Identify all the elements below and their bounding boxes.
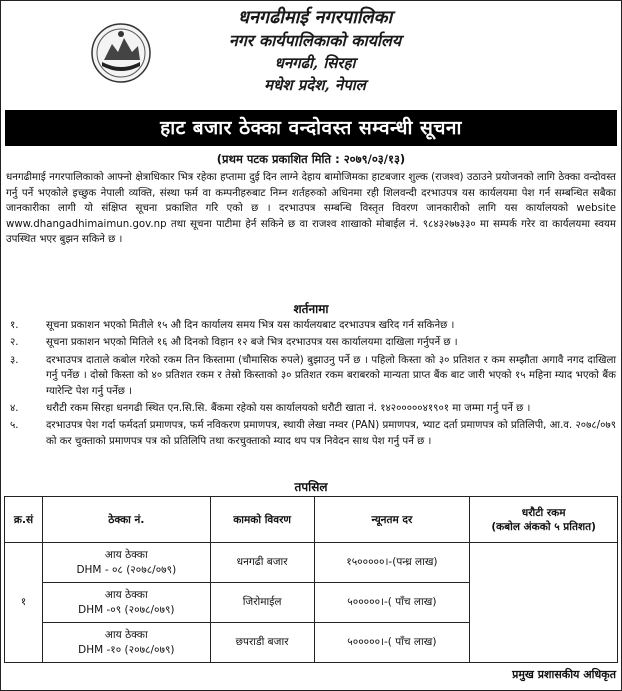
col-header-contract-no: ठेक्का नं.	[42, 497, 210, 543]
col-header-deposit	[470, 497, 618, 543]
office-name: नगर कार्यपालिकाको कार्यालय	[228, 31, 402, 50]
province-name: मधेश प्रदेश, नेपाल	[264, 76, 366, 94]
publication-date: (प्रथम पटक प्रकाशित मिति : २०७९/०३/१३)	[216, 152, 406, 166]
min-rate-cell: ५०००००।-( पाँच लाख)	[314, 623, 470, 663]
nepal-government-emblem-icon	[90, 22, 152, 84]
contract-type: आय ठेक्का	[104, 588, 148, 601]
min-rate-cell: ५०००००।-( पाँच लाख)	[314, 583, 470, 623]
sn-cell: १	[5, 543, 43, 663]
contract-number: DHM -०९ (२०७८/०७९)	[78, 603, 175, 616]
description-cell: धनगढी बजार	[210, 543, 314, 583]
terms-list	[6, 318, 616, 451]
term-number: ४.	[10, 403, 19, 415]
intro-paragraph: धनगढीमाई नगरपालिकाको आफ्नो क्षेत्राधिकार भित्र रहेका हप्तामा दुई दिन लाग्ने देहाय बामोजिमका हाटबजार शुल्क (राजश्व) उठाउने प्रयोजनको लागि ठेक्का वन्दोवस्त गर्नु पर्ने भएकोले इच्छुक नेपाली व्यक्ति, संस्था फर्म वा कम्पनीहरुबाट निम्न शर्तहरुको अधिनमा रही शिलवन्दी दरभाउपत्र यस कार्यलयमा पेश गर्न सम्बन्धित सबैका जानकारीका लागी यो संक्षिप्त सूचना प्रकाशित गरि एको छ । दरभाउपत्र सम्बन्धि विस्तृत विवरण जानकारीको लागि यस कार्यालयको website www.dhangadhimaimun.gov.np तथा सूचना पाटीमा हेर्न सकिने छ वा राजश्व शाखाको मोबाईल नं. ९८४३२७७३३० मा सम्पर्क गरेर वा कार्यलयमा स्वयम उपस्थित भएर बुझन सकिने छ ।	[6, 172, 616, 245]
description-cell: जिरोमाईल	[210, 583, 314, 623]
term-item	[6, 353, 616, 399]
description-cell: छपराडी बजार	[210, 623, 314, 663]
term-item	[6, 335, 616, 350]
table-row	[5, 543, 618, 583]
col-header-sn: क्र.सं	[5, 497, 43, 543]
notice-header	[0, 0, 622, 108]
deposit-label: धरौटी रकम	[521, 506, 566, 519]
term-number: २.	[10, 337, 19, 349]
col-header-min-rate: न्यूनतम दर	[314, 497, 470, 543]
terms-heading: शर्तनामा	[293, 302, 329, 316]
term-number: १.	[10, 320, 19, 331]
contract-type: आय ठेक्का	[104, 628, 148, 641]
header-text-block	[150, 6, 480, 96]
notice-title-banner: हाट बजार ठेक्का वन्दोवस्त सम्वन्धी सूचना	[5, 110, 617, 146]
min-rate-cell: १५०००००।-(पन्ध्र लाख)	[314, 543, 470, 583]
municipality-name: धनगढीमाई नगरपालिका	[237, 7, 393, 28]
term-text: सूचना प्रकाशन भएको मितीले १५ औ दिन कार्यालय समय भित्र यस कार्यलयबाट दरभाउपत्र खरिद गर्न सकिनेछ ।	[46, 320, 455, 331]
contract-cell	[42, 623, 210, 663]
term-text: धरौटी रकम सिरहा धनगढी स्थित एन.सि.सि. बैंकमा रहेको यस कार्यालयको धरौटी खाता नं. १४२०००००४१९०१ मा जम्मा गर्नु पर्ने छ ।	[46, 403, 531, 415]
schedule-table	[4, 496, 618, 663]
term-item	[6, 318, 616, 333]
col-header-description: कामको विवरण	[210, 497, 314, 543]
term-number: ३.	[10, 354, 19, 366]
office-location: धनगढी, सिरहा	[274, 54, 356, 72]
term-text: सूचना प्रकाशन भएको मितिले १६ औ दिनको विहान १२ बजे भित्र दरभाउपत्र यस कार्यालयमा दाखिला गर्नुपर्ने छ ।	[46, 337, 458, 349]
contract-number: DHM -१० (२०७८/०७९)	[78, 643, 175, 656]
term-number: ५.	[10, 420, 19, 432]
contract-cell	[42, 543, 210, 583]
deposit-note: (कबोल अंकको ५ प्रतिशत)	[491, 520, 596, 533]
contract-cell	[42, 583, 210, 623]
schedule-heading: तपसिल	[294, 480, 328, 494]
term-item	[6, 418, 616, 449]
contract-number: DHM - ०८ (२०७८/०७९)	[76, 563, 177, 576]
term-item	[6, 401, 616, 416]
table-header-row	[5, 497, 618, 543]
term-text: दरभाउपत्र पेश गर्दा फर्मदर्ता प्रमाणपत्र, फर्म नविकरण प्रमाणपत्र, स्थायी लेखा नम्वर (PAN) प्रमाणपत्र, भ्याट दर्ता प्रमाणपत्र को प्रतिलिपी, आ.व. २०७८/०७९ को कर चुक्ताको प्रमाणपत्र पत्र को प्रतिलिपि तथा करचुक्ताको म्याद थप पत्र निवेदन साथ पेश गर्नु पर्ने छ ।	[46, 420, 616, 447]
contract-type: आय ठेक्का	[104, 548, 148, 561]
term-text: दरभाउपत्र दाताले कबोल गरेको रकम तिन किस्तामा (चौमासिक रुपले) बुझाउनु पर्ने छ । पहिलो किस्ता को ३० प्रतिशत र कम सम्झौता अगावै नगद दाखिला गर्नु पर्नेछ । दोस्रो किस्ता को ४० प्रतिशत रकम र तेस्रो किस्ताको ३० प्रतिशत रकम बराबरको मान्यता प्राप्त बैंक बाट जारी भएको १५ महिना म्याद भएको बैंक ग्यारेन्टि पेश गर्नु पर्नेछ ।	[46, 354, 616, 397]
signatory-title: प्रमुख प्रशासकीय अधिकृत	[512, 668, 616, 681]
deposit-cell	[470, 543, 618, 663]
